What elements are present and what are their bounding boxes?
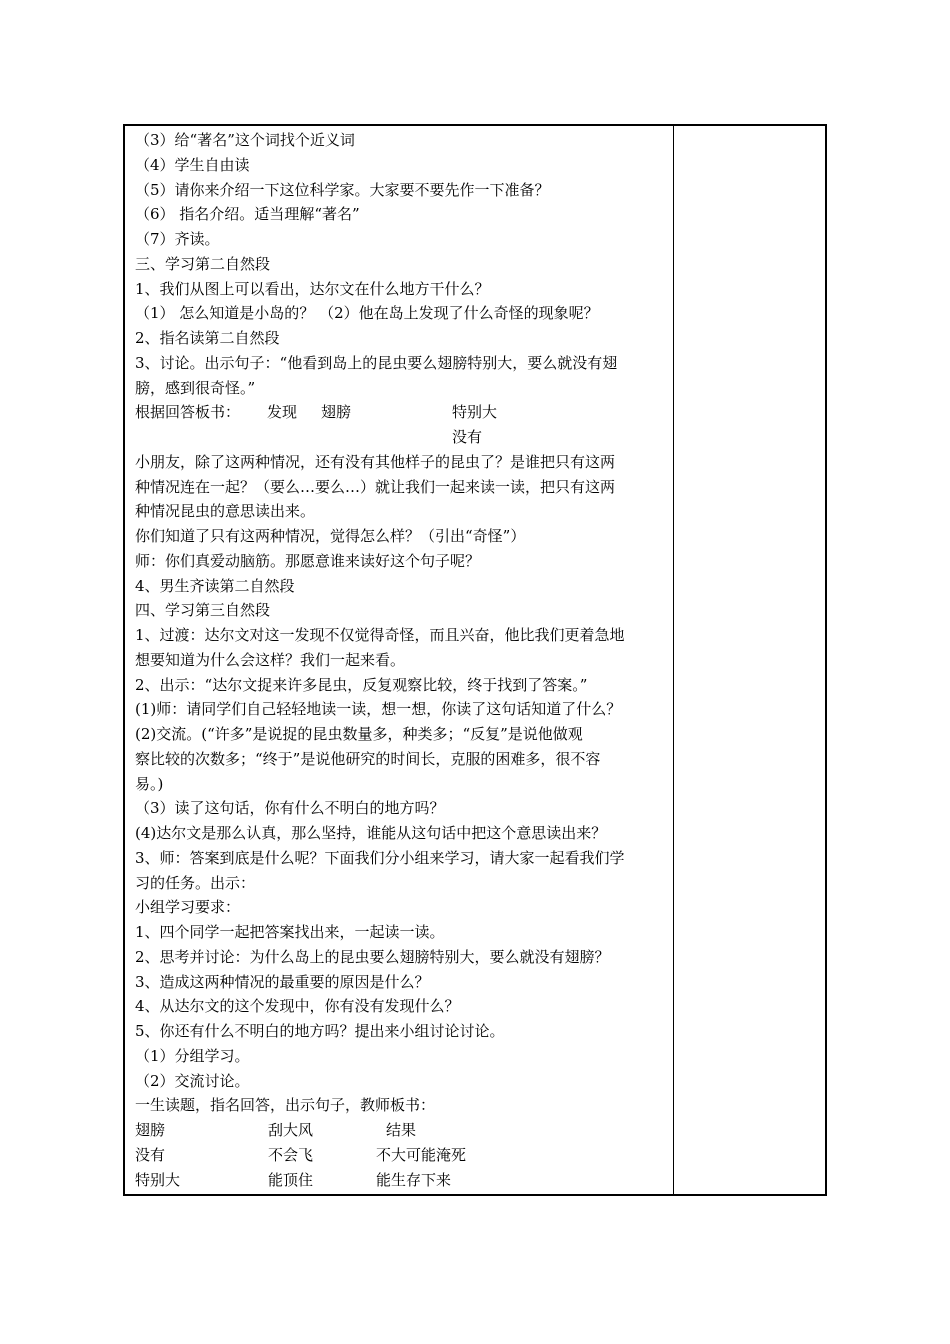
- text-line: （6） 指名介绍。适当理解“著名”: [135, 205, 360, 224]
- board-notes-2-row: [135, 1143, 665, 1168]
- text-line: 2、出示：“达尔文捉来许多昆虫，反复观察比较，终于找到了答案。”: [135, 675, 588, 694]
- board-label: 根据回答板书：: [135, 403, 241, 422]
- text-line: 3、讨论。出示句子：“他看到岛上的昆虫要么翅膀特别大，要么就没有翅: [135, 353, 618, 372]
- text-line: 4、男生齐读第二自然段: [135, 576, 295, 595]
- text-line: 种情况连在一起？（要么…要么…）就让我们一起来读一读，把只有这两: [135, 477, 616, 496]
- text-line: 1、四个同学一起把答案找出来，一起读一读。: [135, 923, 445, 941]
- text-line: （3）给“著名”这个词找个近义词: [135, 131, 355, 149]
- text-line: （1）分组学习。: [135, 1046, 250, 1065]
- text-line: 师：你们真爱动脑筋。那愿意谁来读好这个句子呢？: [135, 551, 481, 570]
- board-cell: 不会飞: [268, 1145, 314, 1164]
- text-line: 1、我们从图上可以看出，达尔文在什么地方干什么？: [135, 279, 490, 298]
- board-cell: 不大可能淹死: [376, 1145, 467, 1164]
- text-line: 一生读题，指名回答，出示句子，教师板书：: [135, 1096, 436, 1115]
- text-line: （5）请你来介绍一下这位科学家。大家要不要先作一下准备？: [135, 180, 550, 199]
- board-word: 翅膀: [321, 403, 352, 422]
- text-line: 3、师：答案到底是什么呢？下面我们分小组来学习，请大家一起看我们学: [135, 848, 625, 867]
- text-line: 膀，感到很奇怪。”: [135, 378, 256, 397]
- board-notes-2-row: [135, 1168, 665, 1193]
- text-line: 小朋友，除了这两种情况，还有没有其他样子的昆虫了？是谁把只有这两: [135, 452, 616, 471]
- text-line: 2、思考并讨论：为什么岛上的昆虫要么翅膀特别大，要么就没有翅膀？: [135, 947, 610, 966]
- text-line: 1、过渡：达尔文对这一发现不仅觉得奇怪，而且兴奋，他比我们更着急地: [135, 626, 625, 644]
- text-line: 种情况昆虫的意思读出来。: [135, 502, 316, 521]
- text-line: 想要知道为什么会这样？我们一起来看。: [135, 650, 406, 669]
- text-line: 小组学习要求：: [135, 898, 241, 917]
- text-line: （1） 怎么知道是小岛的？ （2）他在岛上发现了什么奇怪的现象呢？: [135, 304, 599, 323]
- text-line: 察比较的次数多；“终于”是说他研究的时间长，克服的困难多，很不容: [135, 749, 601, 768]
- text-line: (2)交流。(“许多”是说捉的昆虫数量多，种类多；“反复”是说他做观: [135, 725, 583, 743]
- text-line: 易。): [135, 774, 164, 793]
- board-cell: 翅膀: [135, 1121, 166, 1139]
- text-line: （3）读了这句话，你有什么不明白的地方吗？: [135, 799, 445, 818]
- text-line: 你们知道了只有这两种情况，觉得怎么样？（引出“奇怪”）: [135, 527, 526, 545]
- text-line: 4、从达尔文的这个发现中，你有没有发现什么？: [135, 997, 460, 1016]
- text-line: (4)达尔文是那么认真，那么坚持，谁能从这句话中把这个意思读出来？: [135, 824, 607, 842]
- board-cell: 结果: [386, 1121, 417, 1139]
- board-cell: 刮大风: [268, 1121, 314, 1139]
- board-word: 特别大: [452, 403, 498, 422]
- text-line: （2）交流讨论。: [135, 1071, 250, 1090]
- column-divider: [673, 126, 674, 1194]
- text-line: （4）学生自由读: [135, 155, 250, 174]
- text-line: 2、指名读第二自然段: [135, 329, 280, 347]
- section-heading: 三、学习第二自然段: [135, 254, 271, 273]
- board-cell: 能顶住: [268, 1170, 314, 1189]
- board-notes-1: [135, 400, 665, 425]
- board-notes-2-row: [135, 1118, 665, 1143]
- text-line: (1)师：请同学们自己轻轻地读一读，想一想，你读了这句话知道了什么？: [135, 700, 622, 719]
- board-cell: 没有: [135, 1145, 166, 1164]
- section-heading: 四、学习第三自然段: [135, 601, 271, 620]
- text-line: （7）齐读。: [135, 230, 220, 248]
- text-line: 5、你还有什么不明白的地方吗？提出来小组讨论讨论。: [135, 1022, 505, 1040]
- lesson-table: [123, 124, 827, 1196]
- board-cell: 特别大: [135, 1170, 181, 1189]
- board-notes-1-row2: [135, 425, 665, 450]
- text-line: 习的任务。出示：: [135, 873, 256, 892]
- board-word: 没有: [452, 428, 483, 446]
- board-cell: 能生存下来: [376, 1170, 452, 1189]
- lesson-content: [135, 128, 665, 1192]
- board-word: 发现: [267, 403, 298, 422]
- text-line: 3、造成这两种情况的最重要的原因是什么？: [135, 972, 430, 991]
